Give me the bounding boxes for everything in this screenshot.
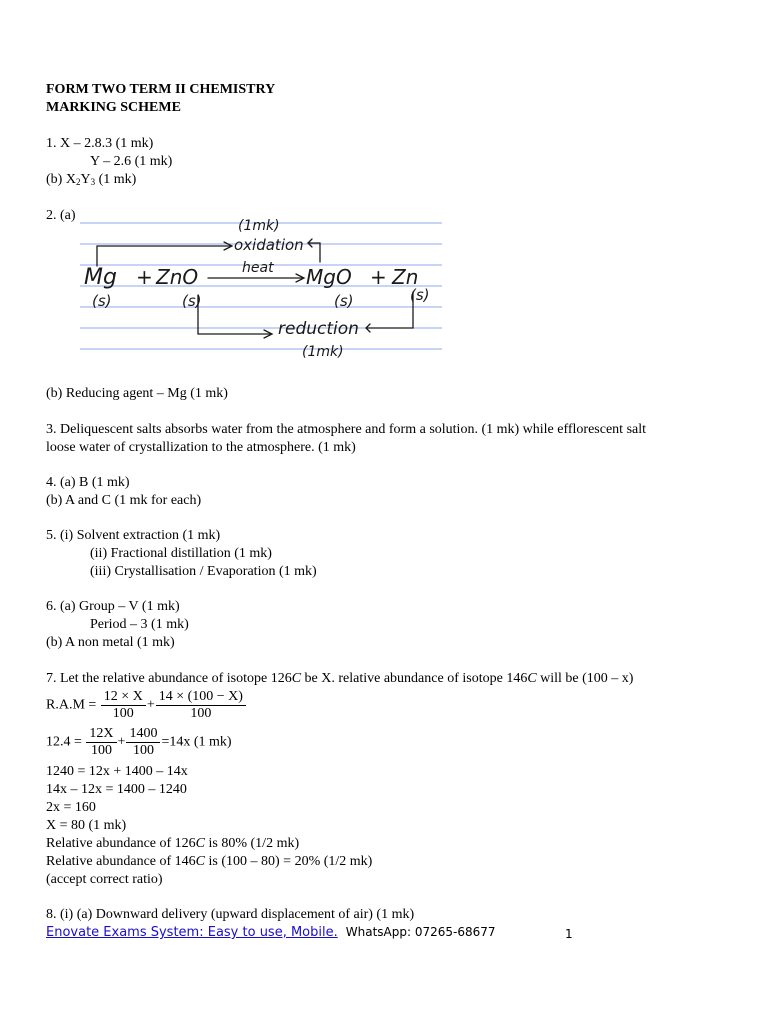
redox-diagram — [80, 210, 442, 362]
isotope-c12: 126C — [270, 671, 302, 686]
doc-title: FORM TWO TERM II CHEMISTRY — [46, 82, 276, 97]
q4-b: (b) A and C (1 mk for each) — [46, 493, 202, 508]
eq2-fraction-2: $\frac{1400}{100}$ — [126, 726, 160, 759]
mg-label: Mg — [84, 265, 117, 290]
top-mark-label: (1mk) — [238, 218, 280, 234]
zno-label: ZnO — [156, 265, 199, 289]
q7-result1: Relative abundance of 126C is 80% (1/2 mk) — [46, 836, 300, 851]
q1-a-y: Y – 2.6 (1 mk) — [90, 154, 173, 169]
plus-1: + — [136, 265, 153, 289]
q2-b: (b) Reducing agent – Mg (1 mk) — [46, 386, 228, 401]
ram-fraction-2: $\frac{14 \times (100 - X)}{100}$ — [156, 689, 246, 722]
q6-period: Period – 3 (1 mk) — [90, 617, 189, 632]
reduction-label: reduction — [278, 319, 359, 339]
q2-a-label: 2. (a) — [46, 208, 76, 223]
doc-subtitle: MARKING SCHEME — [46, 100, 181, 115]
oxidation-path — [97, 246, 230, 266]
state-s-1: (s) — [92, 292, 112, 310]
q7-step1: 1240 = 12x + 1400 – 14x — [46, 764, 188, 779]
isotope-c14: 146C — [506, 671, 537, 686]
state-s-2: (s) — [182, 292, 202, 310]
mgo-label: MgO — [306, 265, 352, 289]
q1-b: (b) $X_2Y_3$ (1 mk) — [46, 172, 137, 187]
heat-label: heat — [242, 260, 274, 276]
q7-result2: Relative abundance of 146C is (100 – 80) = 20% (1/2 mk) — [46, 854, 373, 869]
q3-line1: 3. Deliquescent salts absorbs water from the atmosphere and form a solution. (1 mk) while efflorescent salt — [46, 422, 647, 437]
oxidation-return — [308, 243, 320, 262]
q3-line2: loose water of crystallization to the atmosphere. (1 mk) — [46, 440, 356, 455]
q5-iii: (iii) Crystallisation / Evaporation (1 mk) — [90, 564, 317, 579]
q7-step4: X = 80 (1 mk) — [46, 818, 127, 833]
q5-i: 5. (i) Solvent extraction (1 mk) — [46, 528, 221, 543]
oxidation-label: oxidation — [234, 236, 304, 254]
q7-step2: 14x – 12x = 1400 – 1240 — [46, 782, 187, 797]
whatsapp-contact: WhatsApp: 07265-68677 — [345, 925, 496, 939]
plus-2: + — [370, 265, 387, 289]
q8-line: 8. (i) (a) Downward delivery (upward displacement of air) (1 mk) — [46, 907, 415, 922]
q6-a: 6. (a) Group – V (1 mk) — [46, 599, 180, 614]
enovate-link[interactable]: Enovate Exams System: Easy to use, Mobile. — [46, 925, 338, 940]
zn-label: Zn — [392, 265, 419, 289]
q7-intro: 7. Let the relative abundance of isotope 126C be X. relative abundance of isotope 146C will be (100 – x) — [46, 671, 634, 686]
q7-ram-equation: R.A.M = $\frac{12 \times X}{100}$ + $\frac{14 \times (100 - X)}{100}$ — [46, 689, 247, 722]
page-number: 1 — [565, 927, 573, 941]
q6-b: (b) A non metal (1 mk) — [46, 635, 175, 650]
footer — [46, 925, 496, 941]
ram-fraction-1: $\frac{12 \times X}{100}$ — [101, 689, 146, 722]
q7-eq2: 12.4 = $\frac{12X}{100}$ + $\frac{1400}{100}$ =14x (1 mk) — [46, 726, 232, 758]
state-s-4: (s) — [410, 286, 430, 304]
bottom-mark-label: (1mk) — [302, 344, 344, 360]
q5-ii: (ii) Fractional distillation (1 mk) — [90, 546, 272, 561]
q7-step3: 2x = 160 — [46, 800, 96, 815]
eq2-fraction-1: $\frac{12X}{100}$ — [86, 726, 116, 759]
q1-a-x: 1. X – 2.8.3 (1 mk) — [46, 136, 154, 151]
state-s-3: (s) — [334, 292, 354, 310]
q7-accept: (accept correct ratio) — [46, 872, 163, 887]
q4-a: 4. (a) B (1 mk) — [46, 475, 130, 490]
